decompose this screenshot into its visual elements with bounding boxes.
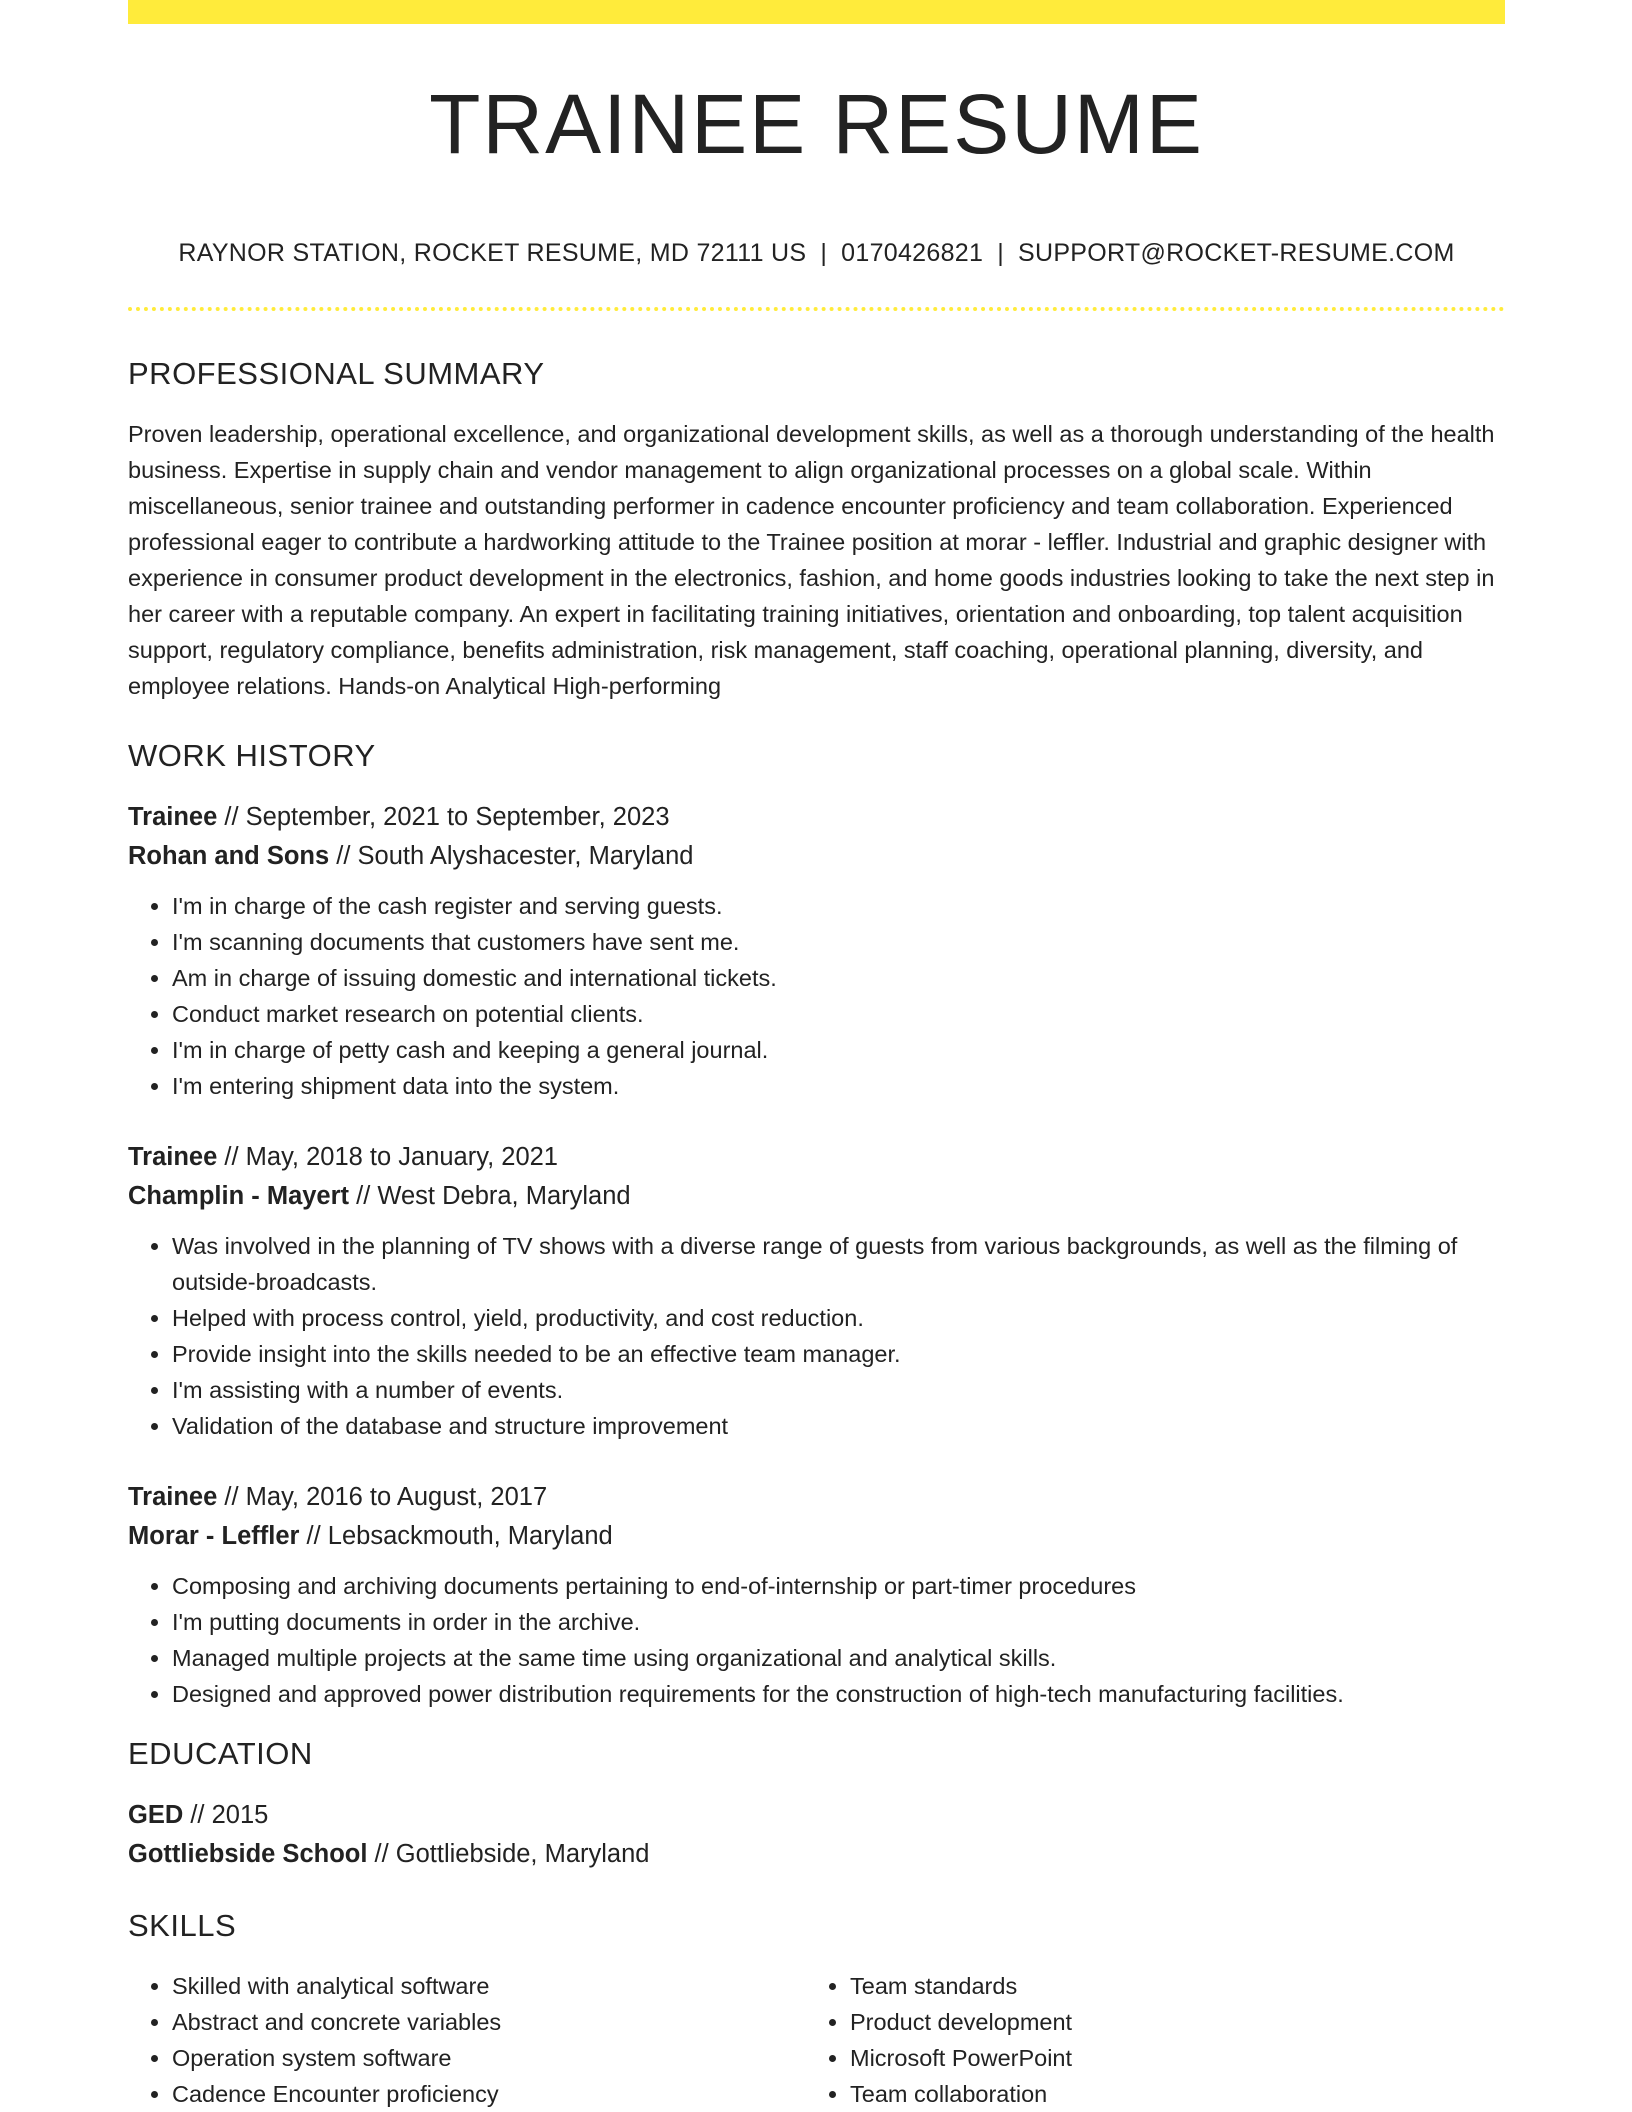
job-bullet: • I'm entering shipment data into the system. [172, 1068, 1505, 1104]
job-bullet: • Managed multiple projects at the same time using organizational and analytical skills. [172, 1640, 1505, 1676]
job-company: Champlin - Mayert [128, 1182, 350, 1210]
skill-item: • Abstract and concrete variables [172, 2004, 806, 2040]
job-title: Trainee [128, 1143, 218, 1171]
job-company: Morar - Leffler [128, 1522, 300, 1550]
skill-item: • Team collaboration [850, 2076, 1484, 2112]
job-bullet: • Designed and approved power distribution requirements for the construction of high-tech manufacturing facilities. [172, 1676, 1505, 1712]
top-accent-bar [128, 0, 1505, 24]
job-bullet: • Helped with process control, yield, productivity, and cost reduction. [172, 1300, 1505, 1336]
skill-item: • Operation system software [172, 2040, 806, 2076]
job-title-line [128, 1478, 1505, 1517]
resume-content [128, 356, 1505, 2112]
job-bullet: • I'm putting documents in order in the archive. [172, 1604, 1505, 1640]
contact-line [128, 239, 1505, 268]
job-bullet: • Conduct market research on potential clients. [172, 996, 1505, 1032]
job-company-line [128, 1517, 1505, 1556]
job-bullet: • I'm assisting with a number of events. [172, 1372, 1505, 1408]
education-school-line [128, 1835, 1505, 1874]
job-bullet: • Composing and archiving documents pertaining to end-of-internship or part-timer procedures [172, 1568, 1505, 1604]
header-divider [128, 307, 1505, 311]
job-bullet: • Am in charge of issuing domestic and international tickets. [172, 960, 1505, 996]
summary-text: Proven leadership, operational excellence, and organizational development skills, as well as a thorough understanding of the health business. Expertise in supply chain and vendor management to align organizational processes on a global scale. Within miscellaneous, senior trainee and outstanding performer in cadence encounter proficiency and team collaboration. Experienced professional eager to contribute a hardworking attitude to the Trainee position at morar - leffler. Industrial and graphic designer with experience in consumer product development in the electronics, fashion, and home goods industries looking to take the next step in her career with a reputable company. An expert in facilitating training initiatives, orientation and onboarding, top talent acquisition support, regulatory compliance, benefits administration, risk management, staff coaching, operational planning, diversity, and employee relations. Hands-on Analytical High-performing [128, 421, 1495, 699]
job-entry [128, 1478, 1505, 1712]
job-bullet: • Was involved in the planning of TV shows with a diverse range of guests from various backgrounds, as well as the filming of outside-broadcasts. [172, 1228, 1505, 1300]
job-title: Trainee [128, 1483, 218, 1511]
skills-column-left [128, 1968, 806, 2112]
skills-bullets [128, 1968, 806, 2112]
job-dates: // May, 2016 to August, 2017 [217, 1483, 548, 1511]
contact-phone: 0170426821 [841, 239, 984, 267]
skills-bullets [806, 1968, 1484, 2112]
resume-title: TRAINEE RESUME [429, 77, 1204, 171]
contact-email: SUPPORT@ROCKET-RESUME.COM [1018, 239, 1455, 267]
contact-separator: | [997, 239, 1004, 267]
job-bullet: • Validation of the database and structure improvement [172, 1408, 1505, 1444]
job-title: Trainee [128, 803, 218, 831]
job-bullet: • I'm scanning documents that customers have sent me. [172, 924, 1505, 960]
job-bullets [128, 1228, 1505, 1444]
job-location: // South Alyshacester, Maryland [329, 842, 694, 870]
job-location: // West Debra, Maryland [349, 1182, 631, 1210]
education-school: Gottliebside School [128, 1840, 368, 1868]
education-location: // Gottliebside, Maryland [367, 1840, 650, 1868]
job-company-line [128, 837, 1505, 876]
contact-separator: | [820, 239, 828, 267]
job-title-line [128, 1138, 1505, 1177]
skill-item: • Team standards [850, 1968, 1484, 2004]
education-degree-line [128, 1796, 1505, 1835]
skills-column-right [806, 1968, 1484, 2112]
skill-item: • Microsoft PowerPoint [850, 2040, 1484, 2076]
job-entry [128, 1138, 1505, 1444]
job-bullet: • I'm in charge of the cash register and serving guests. [172, 888, 1505, 924]
skills-list [128, 1968, 1505, 2112]
skill-item: • Cadence Encounter proficiency [172, 2076, 806, 2112]
job-company: Rohan and Sons [128, 842, 330, 870]
education-entry [128, 1796, 1505, 1874]
job-company-line [128, 1177, 1505, 1216]
education-degree: GED [128, 1801, 184, 1829]
job-dates: // September, 2021 to September, 2023 [217, 803, 670, 831]
job-bullets [128, 1568, 1505, 1712]
education-year: // 2015 [183, 1801, 269, 1829]
skills-heading: SKILLS [128, 1908, 237, 1943]
skill-item: • Skilled with analytical software [172, 1968, 806, 2004]
job-bullet: • I'm in charge of petty cash and keeping a general journal. [172, 1032, 1505, 1068]
contact-address: RAYNOR STATION, ROCKET RESUME, MD 72111 US [178, 239, 807, 267]
job-entry [128, 798, 1505, 1104]
summary-heading: PROFESSIONAL SUMMARY [128, 356, 545, 391]
job-location: // Lebsackmouth, Maryland [299, 1522, 613, 1550]
job-dates: // May, 2018 to January, 2021 [217, 1143, 558, 1171]
skill-item: • Product development [850, 2004, 1484, 2040]
job-bullets [128, 888, 1505, 1104]
education-heading: EDUCATION [128, 1736, 313, 1771]
work-history-heading: WORK HISTORY [128, 738, 376, 773]
job-title-line [128, 798, 1505, 837]
job-bullet: • Provide insight into the skills needed to be an effective team manager. [172, 1336, 1505, 1372]
